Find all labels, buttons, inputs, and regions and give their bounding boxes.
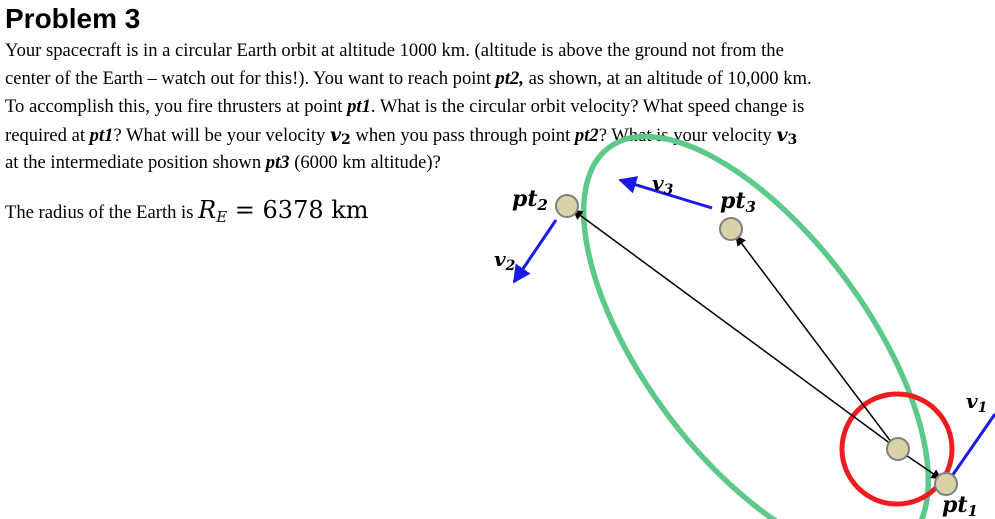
statement-line-1: Your spacecraft is in a circular Earth orbit at altitude 1000 km. (altitude is above the ground not from the	[5, 40, 784, 61]
earth-center-point	[887, 438, 909, 460]
earth-radius-statement: The radius of the Earth is $R_E = 6378$ km	[5, 196, 369, 226]
statement-line-5: at the intermediate position shown pt3 (6000 km altitude)?	[5, 152, 441, 173]
pt1-ref: pt1	[347, 96, 371, 117]
statement-line-2: center of the Earth – watch out for this!). You want to reach point pt2, as shown, at an altitude of 10,000 km.	[5, 68, 812, 89]
pt3-label: pt3	[720, 188, 756, 216]
pt2-ref: pt2	[574, 125, 599, 146]
v1-vector	[952, 414, 995, 476]
earth-radius-formula: $R_E = 6378$ km	[198, 196, 369, 226]
pt3-point	[720, 218, 742, 240]
radius-arrow-to-pt3	[736, 236, 895, 447]
v3-symbol: $v_3$	[776, 124, 798, 148]
v2-label: $v_2$	[494, 247, 516, 274]
pt2-label: pt2	[512, 186, 548, 214]
pt3-ref: pt3	[265, 152, 290, 173]
problem-title: Problem 3	[5, 3, 141, 34]
statement-line-3: To accomplish this, you fire thrusters at point pt1. What is the circular orbit velocity? What speed change is	[5, 96, 805, 117]
pt1-label: pt1	[942, 492, 978, 519]
statement-line-4: required at pt1? What will be your velocity $v_2$ when you pass through point pt2? What is your velocity $v_3$	[5, 124, 798, 148]
radius-arrow-to-pt2	[573, 210, 895, 447]
v2-vector	[514, 220, 556, 282]
pt1-ref: pt1	[89, 125, 114, 146]
pt2-ref: pt2,	[495, 68, 524, 89]
v1-label: $v_1$	[966, 389, 988, 416]
v3-label: $v_3$	[652, 171, 674, 198]
pt2-point	[556, 195, 578, 217]
transfer-orbit-ellipse	[519, 81, 993, 519]
v2-symbol: $v_2$	[329, 124, 351, 148]
